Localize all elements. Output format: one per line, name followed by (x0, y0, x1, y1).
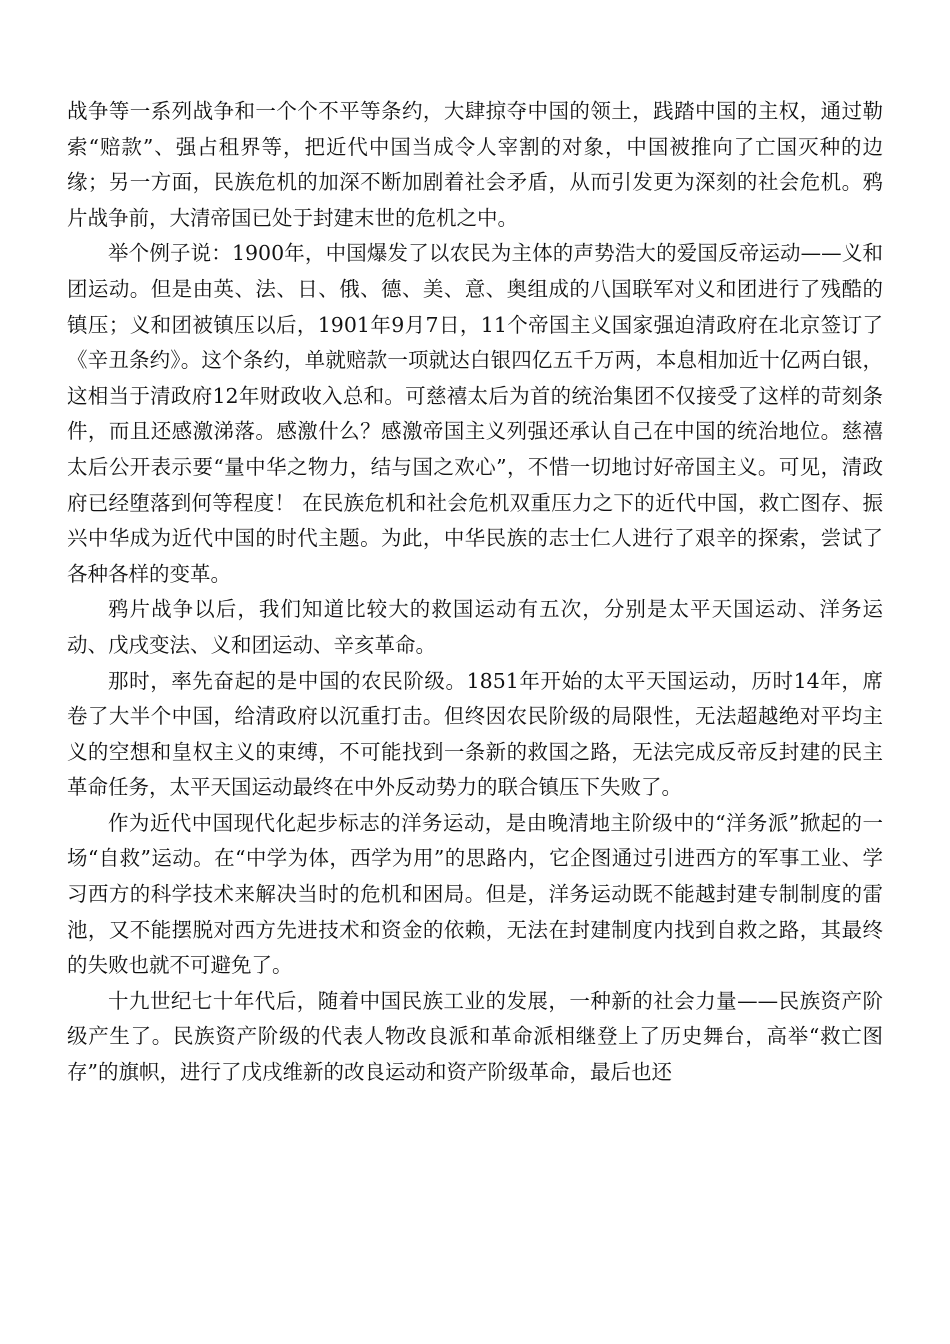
paragraph-6: 十九世纪七十年代后，随着中国民族工业的发展，一种新的社会力量——民族资产阶级产生了。民族资产阶级的代表人物改良派和革命派相继登上了历史舞台，高举“救亡图存”的旗帜，进行了戊戌维新的改良运动和资产阶级革命，最后也还 (67, 988, 883, 1085)
paragraph-5: 作为近代中国现代化起步标志的洋务运动，是由晚清地主阶级中的“洋务派”掀起的一场“自救”运动。在“中学为体，西学为用”的思路内，它企图通过引进西方的军事工业、学习西方的科学技术来解决当时的危机和困局。但是，洋务运动既不能越封建专制制度的雷池，又不能摆脱对西方先进技术和资金的依赖，无法在封建制度内找到自救之路，其最终的失败也就不可避免了。 (67, 810, 883, 978)
paragraph-1: 战争等一系列战争和一个个不平等条约，大肆掠夺中国的领土，践踏中国的主权，通过勒索“赔款”、强占租界等，把近代中国当成令人宰割的对象，中国被推向了亡国灭种的边缘；另一方面，民族危机的加深不断加剧着社会矛盾，从而引发更为深刻的社会危机。鸦片战争前，大清帝国已处于封建末世的危机之中。 (67, 99, 883, 230)
paragraph-4: 那时，率先奋起的是中国的农民阶级。1851年开始的太平天国运动，历时14年，席卷了大半个中国，给清政府以沉重打击。但终因农民阶级的局限性，无法超越绝对平均主义的空想和皇权主义的束缚，不可能找到一条新的救国之路，无法完成反帝反封建的民主革命任务，太平天国运动最终在中外反动势力的联合镇压下失败了。 (67, 668, 883, 800)
paragraph-3: 鸦片战争以后，我们知道比较大的救国运动有五次，分别是太平天国运动、洋务运动、戊戌变法、义和团运动、辛亥革命。 (67, 597, 883, 657)
paragraph-2: 举个例子说：1900年，中国爆发了以农民为主体的声势浩大的爱国反帝运动——义和团运动。但是由英、法、日、俄、德、美、意、奥组成的八国联军对义和团进行了残酷的镇压；义和团被镇压以后，1901年9月7日，11个帝国主义国家强迫清政府在北京签订了《辛丑条约》。这个条约，单就赔款一项就达白银四亿五千万两，本息相加近十亿两白银，这相当于清政府12年财政收入总和。可慈禧太后为首的统治集团不仅接受了这样的苛刻条件，而且还感激涕落。感激什么？感激帝国主义列强还承认自己在中国的统治地位。慈禧太后公开表示要“量中华之物力，结与国之欢心”，不惜一切地讨好帝国主义。可见，清政府已经堕落到何等程度！ 在民族危机和社会危机双重压力之下的近代中国，救亡图存、振兴中华成为近代中国的时代主题。为此，中华民族的志士仁人进行了艰辛的探索，尝试了各种各样的变革。 (67, 241, 883, 586)
document-body (67, 94, 883, 1091)
